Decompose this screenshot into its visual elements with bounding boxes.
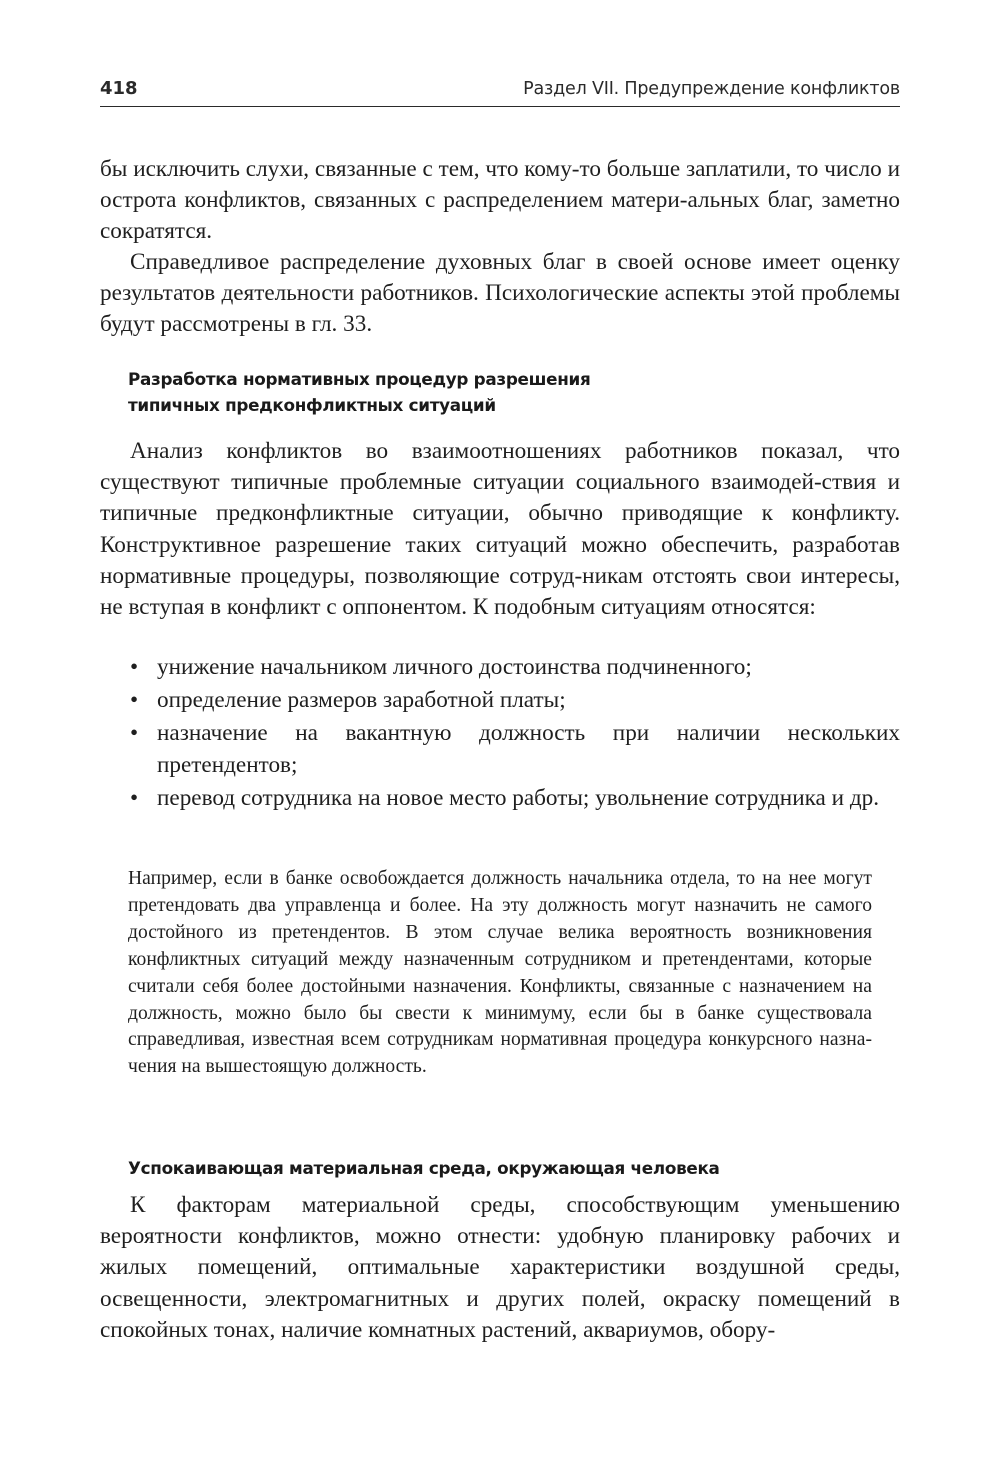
subsection-heading-procedures bbox=[128, 366, 900, 418]
heading-line: Успокаивающая материальная среда, окружающая человека bbox=[128, 1158, 720, 1178]
heading-line: типичных предконфликтных ситуаций bbox=[128, 395, 496, 415]
subsection-heading-environment bbox=[128, 1155, 900, 1181]
situation-list bbox=[100, 652, 900, 816]
list-item bbox=[100, 652, 900, 683]
list-item bbox=[100, 783, 900, 814]
section-title: Раздел VII. Предупреждение конфликтов bbox=[523, 79, 900, 99]
paragraph-text: Справедливое распределение духовных благ в своей основе имеет оценку результатов деятельности работников. Психологические аспекты этой проблемы будут рассмотрены в гл. 33. bbox=[100, 249, 900, 338]
bullet-icon: • bbox=[130, 687, 139, 714]
paragraph-text: К факторам материальной среды, способствующим уменьшению вероятности конфликтов, можно отнести: удобную планировку рабочих и жилых помещений, оптимальные характеристики воздушной среды, освещенности, электромагнитных и других полей, окраску помещений в спокойных тонах, наличие комнатных растений, аквариумов, обору- bbox=[100, 1192, 900, 1343]
running-head bbox=[100, 72, 900, 107]
bullet-icon: • bbox=[130, 720, 139, 747]
paragraph-text: Анализ конфликтов во взаимоотношениях работников показал, что существуют типичные проблемные ситуации социального взаимодей-ствия и типичные предконфликтные ситуации, обычно приводящие к конфликту. Конструктивное разрешение таких ситуаций можно обеспечить, разработав нормативные процедуры, позволяющие сотруд-никам отстоять свои интересы, не вступая в конфликт с оппонентом. К подобным ситуациям относятся: bbox=[100, 438, 900, 621]
list-item-text: перевод сотрудника на новое место работы; увольнение сотрудника и др. bbox=[157, 784, 880, 811]
list-item-text: унижение начальником личного достоинства подчиненного; bbox=[157, 654, 752, 680]
bullet-icon: • bbox=[130, 784, 139, 811]
bullet-icon: • bbox=[130, 654, 139, 680]
paragraph-continuation bbox=[100, 154, 900, 248]
example-text: Например, если в банке освобождается должность начальника отдела, то на нее могут претендовать два управленца и более. На эту должность могут назначить не самого достойного из претендентов. В этом случае велика вероятность возникновения конфликтных ситуаций между назначенным сотрудником и претендентами, которые считали себя более достойными назначения. Конфликты, связанные с назначением на должность, можно было бы свести к минимуму, если бы в банке существовала справедливая, известная всем сотрудникам нормативная процедура конкурсного назна-чения на вышестоящую должность. bbox=[128, 868, 872, 1078]
paragraph-text: бы исключить слухи, связанные с тем, что кому-то больше заплатили, то число и острота конфликтов, связанных с распределением матери-альных благ, заметно сократятся. bbox=[100, 156, 900, 245]
list-item bbox=[100, 685, 900, 716]
paragraph-spiritual-goods bbox=[100, 247, 900, 341]
paragraph-material-environment bbox=[100, 1190, 900, 1346]
list-item-text: назначение на вакантную должность при наличии нескольких претендентов; bbox=[157, 720, 900, 778]
list-item-text: определение размеров заработной платы; bbox=[157, 687, 566, 714]
paragraph-conflict-analysis bbox=[100, 436, 900, 623]
page-number: 418 bbox=[100, 78, 138, 99]
heading-line: Разработка нормативных процедур разрешения bbox=[128, 369, 591, 389]
list-item bbox=[100, 718, 900, 780]
example-block bbox=[128, 866, 872, 1081]
